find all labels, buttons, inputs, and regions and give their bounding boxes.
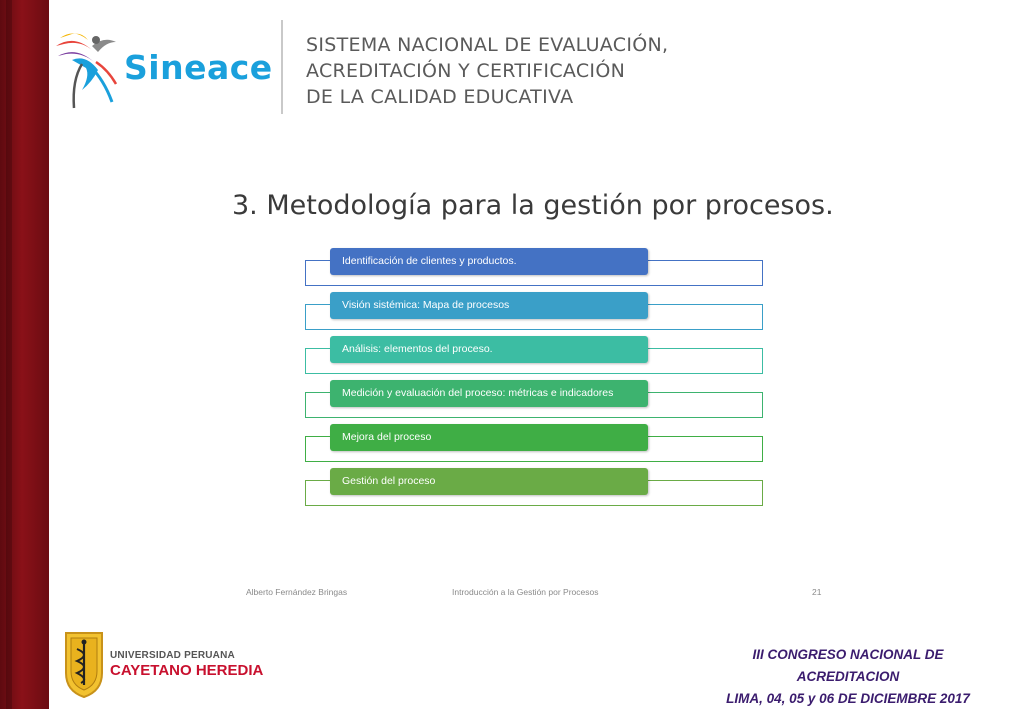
process-step-label: Medición y evaluación del proceso: métricas e indicadores	[330, 380, 648, 407]
university-name-line1: UNIVERSIDAD PERUANA	[110, 650, 235, 661]
process-step	[305, 424, 765, 456]
congress-line: LIMA, 04, 05 y 06 DE DICIEMBRE 2017	[726, 691, 970, 706]
process-step	[305, 468, 765, 500]
header-title-line: DE LA CALIDAD EDUCATIVA	[306, 86, 574, 108]
process-step-label: Gestión del proceso	[330, 468, 648, 495]
slide-footer-author: Alberto Fernández Bringas	[246, 587, 348, 597]
left-sidebar-band	[0, 0, 49, 709]
slide-title: 3. Metodología para la gestión por procesos.	[232, 190, 834, 221]
slide-footer-course: Introducción a la Gestión por Procesos	[452, 587, 599, 597]
congress-line: ACREDITACION	[796, 669, 900, 684]
process-step	[305, 248, 765, 280]
header-title-line: SISTEMA NACIONAL DE EVALUACIÓN,	[306, 34, 669, 56]
process-step-label: Identificación de clientes y productos.	[330, 248, 648, 275]
process-step	[305, 380, 765, 412]
sineace-logo-icon	[52, 20, 122, 112]
congress-line: III CONGRESO NACIONAL DE	[752, 647, 944, 662]
university-name-line2: CAYETANO HEREDIA	[110, 662, 264, 679]
process-step-label: Análisis: elementos del proceso.	[330, 336, 648, 363]
process-step-label: Visión sistémica: Mapa de procesos	[330, 292, 648, 319]
university-name	[110, 650, 263, 679]
process-step	[305, 336, 765, 368]
process-step	[305, 292, 765, 324]
process-steps-list	[305, 248, 765, 510]
congress-banner	[688, 644, 1008, 710]
header-divider	[281, 20, 283, 114]
header-title	[306, 32, 668, 110]
header-title-line: ACREDITACIÓN Y CERTIFICACIÓN	[306, 60, 626, 82]
cayetano-heredia-crest-icon	[63, 629, 105, 699]
process-step-label: Mejora del proceso	[330, 424, 648, 451]
sineace-logo-text: Sineace	[124, 48, 273, 87]
slide-footer-page-number: 21	[812, 587, 822, 597]
